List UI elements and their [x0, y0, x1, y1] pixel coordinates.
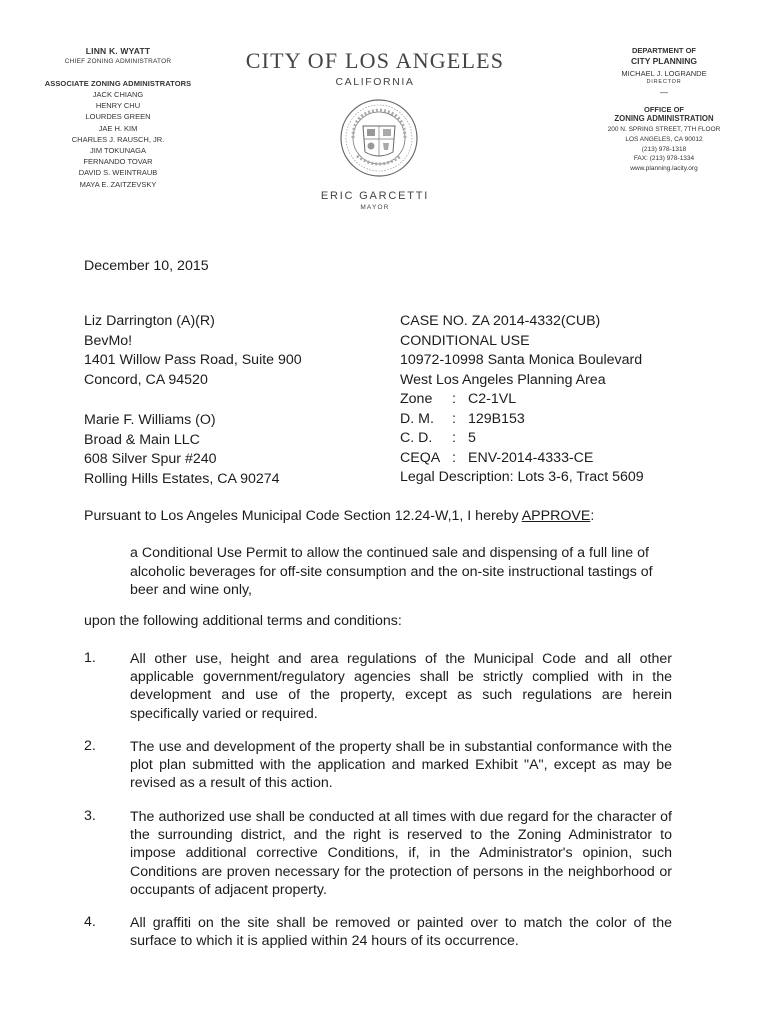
condition-text: All other use, height and area regulations of the Municipal Code and all other applicable government/regulatory agencies shall be strictly complied with in the development and use of the property, except as such regulations are herein specifically varied or required.: [130, 651, 672, 722]
ceqa-row: [400, 449, 644, 469]
row-separator: :: [452, 449, 456, 466]
cd-row: [400, 429, 644, 449]
associates-list: [20, 89, 216, 190]
recipient-line: Rolling Hills Estates, CA 90274: [84, 470, 280, 487]
condition-text: The authorized use shall be conducted at all times with due regard for the character of the surrounding district, and the right is reserved to the Zoning Administrator to impose additional corrective Conditions, if, in the Administrator's opinion, such Conditions are proven necessary for the protection of persons in the neighborhood or occupants of adjacent property.: [130, 809, 672, 898]
pursuant-statement: [84, 508, 594, 524]
condition-text: All graffiti on the site shall be removed or painted over to match the color of the surface to which it is applied within 24 hours of its occurrence.: [130, 915, 672, 950]
recipient-line: Marie F. Williams (O): [84, 412, 216, 428]
approve-word: APPROVE: [521, 508, 591, 524]
city-letterhead: [220, 48, 530, 211]
condition-text: The use and development of the property shall be in substantial conformance with the plot plan submitted with the application and marked Exhibit "A", except as may be revised as a result of this action.: [130, 739, 672, 792]
letter-date: December 10, 2015: [84, 258, 209, 274]
recipient-line: Liz Darrington (A)(R): [84, 313, 215, 329]
conditions-intro: upon the following additional terms and conditions:: [84, 613, 402, 629]
recipient-line: Concord, CA 94520: [84, 371, 208, 388]
divider-dash: —: [660, 88, 668, 97]
row-key: Zone: [400, 391, 433, 407]
department-label: DEPARTMENT OF: [631, 46, 697, 55]
mayor-name: ERIC GARCETTI: [320, 190, 430, 202]
city-seal-icon: [339, 98, 419, 178]
row-value: ENV-2014-4333-CE: [468, 449, 594, 466]
zone-row: [400, 390, 644, 410]
address-line: LOS ANGELES, CA 90012: [625, 135, 703, 143]
associates-heading: ASSOCIATE ZONING ADMINISTRATORS: [44, 79, 192, 88]
fax-line: FAX: (213) 978-1334: [633, 155, 695, 163]
associate-name: CHARLES J. RAUSCH, JR.: [71, 134, 165, 144]
pursuant-text: Pursuant to Los Angeles Municipal Code Section 12.24-W,1, I hereby: [84, 508, 522, 524]
chief-administrator-title: CHIEF ZONING ADMINISTRATOR: [64, 58, 172, 65]
planning-department-block: [594, 46, 734, 174]
director-name: MICHAEL J. LOGRANDE: [621, 69, 707, 78]
mayor-title: MAYOR: [360, 204, 390, 211]
condition-number: 1.: [84, 650, 96, 666]
condition-number: 2.: [84, 738, 96, 754]
associate-name: MAYA E. ZAITZEVSKY: [79, 179, 157, 189]
pursuant-colon: :: [590, 508, 595, 524]
row-key: CEQA: [400, 449, 441, 466]
planning-area: West Los Angeles Planning Area: [400, 371, 606, 388]
row-separator: :: [452, 410, 456, 427]
recipient-line: 1401 Willow Pass Road, Suite 900: [84, 352, 302, 368]
condition-item: [84, 650, 684, 723]
address-line: 200 N. SPRING STREET, 7TH FLOOR: [607, 126, 721, 133]
associate-name: JACK CHIANG: [92, 90, 144, 99]
condition-item: [84, 914, 684, 950]
recipient-line: Broad & Main LLC: [84, 431, 200, 448]
associate-name: LOURDES GREEN: [85, 112, 151, 122]
zoning-administrators-block: [20, 46, 216, 190]
director-title: DIRECTOR: [646, 79, 682, 85]
condition-number: 4.: [84, 914, 96, 930]
office-label: OFFICE OF: [644, 105, 684, 114]
state-name: CALIFORNIA: [335, 76, 415, 88]
chief-administrator-name: LINN K. WYATT: [85, 46, 151, 56]
condition-item: [84, 738, 684, 793]
case-info-block: [400, 312, 644, 488]
office-name: ZONING ADMINISTRATION: [614, 114, 714, 123]
website-line: www.planning.lacity.org: [630, 165, 698, 173]
case-number: CASE NO. ZA 2014-4332(CUB): [400, 313, 601, 329]
row-value: 5: [468, 430, 476, 446]
associate-name: HENRY CHU: [95, 101, 141, 111]
permit-description: a Conditional Use Permit to allow the continued sale and dispensing of a full line of alcoholic beverages for off-site consumption and the on-site instructional tastings of beer and wine only,: [130, 545, 653, 598]
associate-name: JIM TOKUNAGA: [90, 146, 146, 156]
recipients-block: [84, 312, 302, 489]
city-name: CITY OF LOS ANGELES: [245, 48, 505, 73]
row-separator: :: [452, 430, 456, 446]
associate-name: DAVID S. WEINTRAUB: [78, 168, 158, 178]
office-address: [594, 125, 734, 174]
row-separator: :: [452, 391, 456, 407]
department-name: CITY PLANNING: [631, 56, 697, 66]
row-key: D. M.: [400, 410, 434, 427]
phone-line: (213) 978-1318: [641, 145, 687, 153]
case-type: CONDITIONAL USE: [400, 332, 530, 349]
condition-item: [84, 808, 684, 899]
dm-row: [400, 410, 644, 430]
row-key: C. D.: [400, 430, 433, 446]
condition-number: 3.: [84, 808, 96, 824]
recipient-line: 608 Silver Spur #240: [84, 451, 217, 467]
recipient-line: BevMo!: [84, 332, 133, 349]
legal-description: Legal Description: Lots 3-6, Tract 5609: [400, 469, 644, 485]
associate-name: FERNANDO TOVAR: [83, 157, 153, 167]
row-value: 129B153: [468, 410, 525, 427]
case-address: 10972-10998 Santa Monica Boulevard: [400, 352, 643, 368]
associate-name: JAE H. KIM: [98, 123, 138, 133]
row-value: C2-1VL: [468, 391, 517, 407]
